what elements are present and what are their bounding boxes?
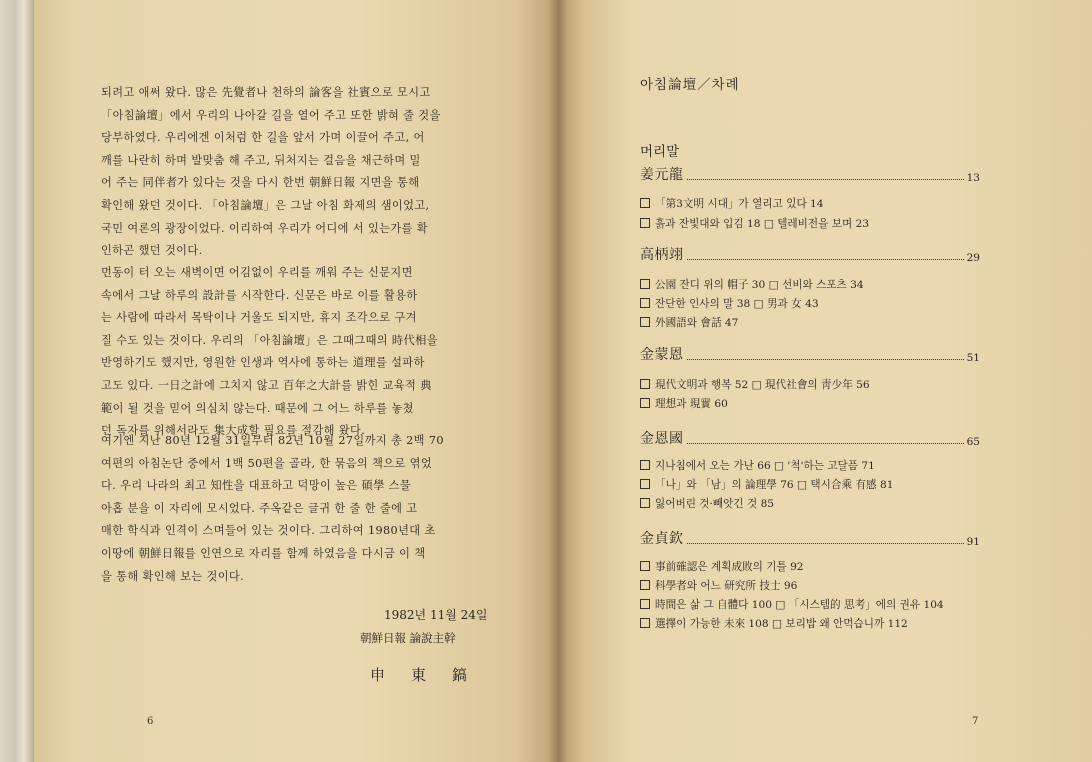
toc-item: 흙과 잔빛대와 입김 18 □ 텔레비전을 보며 23	[640, 216, 869, 231]
dot-leader	[687, 543, 964, 544]
toc-author: 金蒙恩	[640, 347, 684, 363]
toc-author-row	[640, 164, 980, 184]
toc-item: 時間은 삶 그 自體다 100 □ 「시스템的 思考」에의 권유 104	[640, 597, 944, 612]
book-edge	[0, 0, 34, 762]
checkbox-icon	[640, 279, 650, 289]
checkbox-icon	[640, 218, 650, 228]
toc-item: 現代文明과 행복 52 □ 現代社會의 靑少年 56	[640, 377, 870, 392]
dot-leader	[687, 359, 964, 360]
toc-item: 選擇이 가능한 未來 108 □ 보리밥 왜 안먹습니까 112	[640, 616, 908, 631]
checkbox-icon	[640, 580, 650, 590]
book-gutter	[548, 0, 568, 762]
checkbox-icon	[640, 298, 650, 308]
toc-item: 公園 잔디 위의 帽子 30 □ 선비와 스포츠 34	[640, 277, 864, 292]
toc-author: 金貞欽	[640, 531, 684, 547]
toc-author-page: 51	[966, 352, 980, 364]
toc-author: 姜元龍	[640, 167, 684, 183]
checkbox-icon	[640, 460, 650, 470]
toc-author-page: 13	[966, 172, 980, 184]
toc-item: 지나침에서 오는 가난 66 □ '척'하는 고달픔 71	[640, 458, 875, 473]
right-page-number: 7	[972, 716, 979, 727]
checkbox-icon	[640, 198, 650, 208]
checkbox-icon	[640, 379, 650, 389]
toc-author: 高柄翊	[640, 247, 684, 263]
toc-author-row	[640, 244, 980, 264]
toc-title: 아침論壇／차례	[640, 77, 740, 93]
checkbox-icon	[640, 479, 650, 489]
dot-leader	[687, 443, 964, 444]
checkbox-icon	[640, 498, 650, 508]
checkbox-icon	[640, 599, 650, 609]
checkbox-icon	[640, 317, 650, 327]
preface-paragraph-2: 먼동이 터 오는 새벽이면 어김없이 우리를 깨워 주는 신문지면 속에서 그날 하루의 設計를 시작한다. 신문은 바로 이를 활용하 는 사람에 따라서 목탁이나 거울도 되지만, 휴지 조각으로 구겨 질 수도 있는 것이다. 우리의 「아침論壇」은 그때그때의 時代相을 반영하기도 했지만, 영원한 인생과 역사에 통하는 道理를 설파하 고도 있다. 一日之計에 그치지 않고 百年之大計를 밝힌 교육적 典 範이 될 것을 믿어 의심치 않는다. 때문에 그 어느 하루를 놓쳤 던 독자를 위해서라도 集大成할 필요를 절감해 왔다.	[101, 266, 438, 438]
toc-author-page: 91	[966, 536, 980, 548]
toc-item: 外國語와 會話 47	[640, 315, 738, 330]
toc-author: 金恩國	[640, 431, 684, 447]
dot-leader	[687, 259, 964, 260]
left-page	[34, 0, 558, 762]
toc-author-row	[640, 428, 980, 448]
signature-date: 1982년 11월 24일	[384, 608, 488, 622]
toc-item: 잃어버린 것·빼앗긴 것 85	[640, 496, 774, 511]
checkbox-icon	[640, 398, 650, 408]
dot-leader	[687, 179, 964, 180]
toc-author-page: 29	[966, 252, 980, 264]
toc-item: 「나」와 「남」의 論理學 76 □ 택시合乘 有感 81	[640, 477, 893, 492]
toc-item: 事前確認은 계획成敗의 기틀 92	[640, 559, 804, 574]
left-page-number: 6	[147, 716, 154, 727]
toc-item: 「第3文明 시대」가 열리고 있다 14	[640, 196, 824, 211]
toc-preface: 머리말	[640, 144, 680, 160]
toc-item: 理想과 現實 60	[640, 396, 728, 411]
toc-author-row	[640, 344, 980, 364]
toc-author-row	[640, 528, 980, 548]
checkbox-icon	[640, 561, 650, 571]
checkbox-icon	[640, 618, 650, 628]
preface-paragraph-1: 되려고 애써 왔다. 많은 先覺者나 천하의 論客을 社賓으로 모시고 「아침論壇」에서 우리의 나아갈 길을 열어 주고 또한 밝혀 줄 것을 당부하였다. 우리에겐 이처럼 한 길을 앞서 가며 이끌어 주고, 어 깨를 나란히 하며 발맞춤 해 주고, 뒤처지는 걸음을 채근하며 밀 어 주는 同伴者가 있다는 것을 다시 한번 朝鮮日報 지면을 통해 확인해 왔던 것이다. 「아침論壇」은 그날 아침 화제의 샘이었고, 국민 여론의 광장이었다. 이리하여 우리가 어디에 서 있는가를 확 인하곤 했던 것이다.	[101, 86, 441, 258]
preface-paragraph-3: 여기엔 지난 80년 12월 31일부터 82년 10월 27일까지 총 2백 70 여편의 아침논단 중에서 1백 50편을 골라, 한 묶음의 책으로 엮었 다. 우리 나라의 최고 知性을 대표하고 덕망이 높은 碩學 스물 아홉 분을 이 자리에 모시었다. 주옥같은 글귀 한 줄 한 줄에 고 매한 학식과 인격이 스며들어 있는 것이다. 그리하여 1980년대 초 이땅에 朝鮮日報를 인연으로 자리를 함께 하였음을 다시금 이 책 을 통해 확인해 보는 것이다.	[101, 434, 444, 583]
toc-item: 잔단한 인사의 말 38 □ 男과 女 43	[640, 296, 819, 311]
toc-author-page: 65	[966, 436, 980, 448]
toc-item: 科學者와 어느 研究所 技士 96	[640, 578, 797, 593]
signature-org-title: 朝鮮日報 論說主幹	[360, 631, 456, 645]
signature-author: 申東鎬	[370, 666, 494, 684]
